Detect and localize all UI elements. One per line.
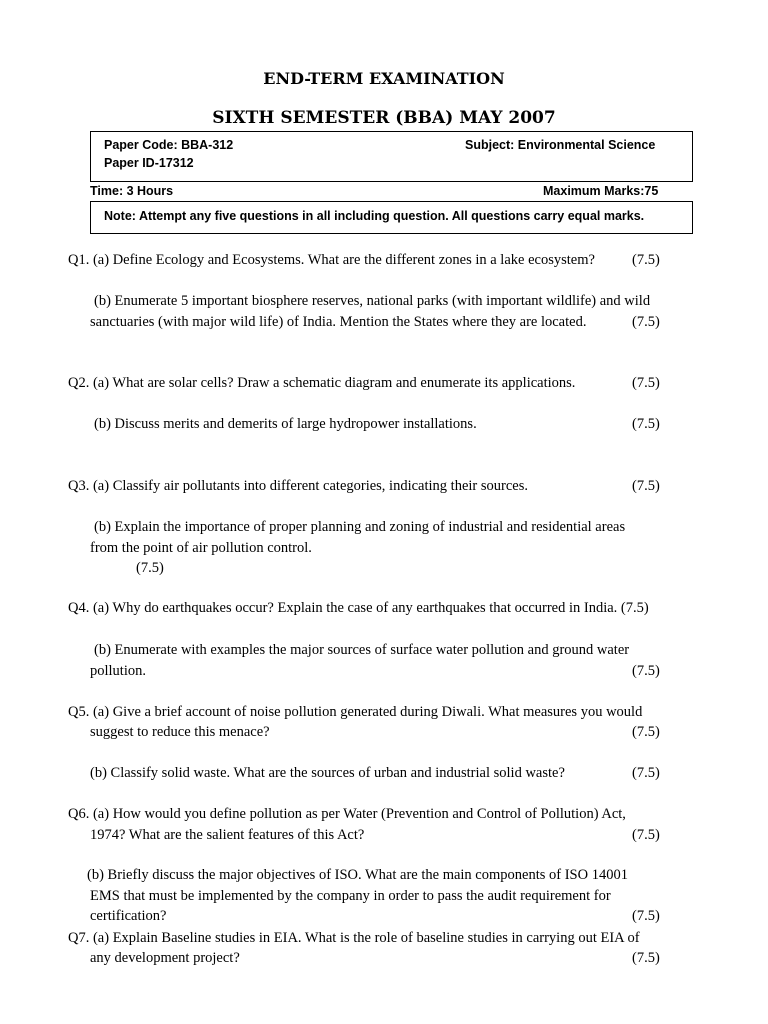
q6b-marks: (7.5) <box>632 908 660 924</box>
q5a-marks: (7.5) <box>632 724 660 740</box>
q1b-marks: (7.5) <box>632 314 660 330</box>
q6b-text-line1: (b) Briefly discuss the major objectives of ISO. What are the main components of ISO 14001 <box>87 867 628 883</box>
paper-info-box <box>90 131 693 182</box>
exam-title: END-TERM EXAMINATION <box>263 69 505 88</box>
q7a-text-line2: any development project? <box>90 950 240 966</box>
q4b-text-line2: pollution. <box>90 663 146 679</box>
q4b-marks: (7.5) <box>632 663 660 679</box>
maximum-marks: Maximum Marks:75 <box>543 184 659 198</box>
q5b-marks: (7.5) <box>632 765 660 781</box>
paper-code: Paper Code: BBA-312 <box>104 138 234 152</box>
q6b-text-line2: EMS that must be implemented by the company in order to pass the audit requirement for <box>90 888 611 904</box>
q2a-text: Q2. (a) What are solar cells? Draw a schematic diagram and enumerate its applications. <box>68 375 576 391</box>
q2b-text: (b) Discuss merits and demerits of large hydropower installations. <box>94 416 477 432</box>
q1a-text: Q1. (a) Define Ecology and Ecosystems. What are the different zones in a lake ecosystem? <box>68 252 595 268</box>
q1a-marks: (7.5) <box>632 252 660 268</box>
note-text: Note: Attempt any five questions in all including question. All questions carry equal marks. <box>104 209 645 223</box>
subject: Subject: Environmental Science <box>465 138 656 152</box>
q5a-text-line1: Q5. (a) Give a brief account of noise pollution generated during Diwali. What measures you would <box>68 704 643 720</box>
q5a-text-line2: suggest to reduce this menace? <box>90 724 270 740</box>
q1b-text-line1: (b) Enumerate 5 important biosphere reserves, national parks (with important wildlife) and wild <box>94 293 651 309</box>
q4a-text: Q4. (a) Why do earthquakes occur? Explain the case of any earthquakes that occurred in India. (7.5) <box>68 600 649 616</box>
paper-id: Paper ID-17312 <box>104 156 194 170</box>
q3a-text: Q3. (a) Classify air pollutants into different categories, indicating their sources. <box>68 478 528 494</box>
q2a-marks: (7.5) <box>632 375 660 391</box>
note-box <box>90 201 693 234</box>
time-allowed: Time: 3 Hours <box>90 184 174 198</box>
q3b-text-line2: from the point of air pollution control. <box>90 540 312 556</box>
q3b-text-line1: (b) Explain the importance of proper planning and zoning of industrial and residential areas <box>94 519 626 535</box>
q1b-text-line2: sanctuaries (with major wild life) of India. Mention the States where they are located. <box>90 314 587 330</box>
q3b-marks: (7.5) <box>136 560 164 576</box>
q6a-text-line2: 1974? What are the salient features of this Act? <box>90 827 365 843</box>
q4b-text-line1: (b) Enumerate with examples the major sources of surface water pollution and ground water <box>94 642 630 658</box>
q6a-marks: (7.5) <box>632 827 660 843</box>
q5b-text: (b) Classify solid waste. What are the sources of urban and industrial solid waste? <box>90 765 565 781</box>
q6b-text-line3: certification? <box>90 908 167 924</box>
q7a-text-line1: Q7. (a) Explain Baseline studies in EIA. What is the role of baseline studies in carrying out EIA of <box>68 930 640 946</box>
q6a-text-line1: Q6. (a) How would you define pollution as per Water (Prevention and Control of Pollution) Act, <box>68 806 626 822</box>
q7a-marks: (7.5) <box>632 950 660 966</box>
exam-subtitle: SIXTH SEMESTER (BBA) MAY 2007 <box>212 108 556 128</box>
q2b-marks: (7.5) <box>632 416 660 432</box>
q3a-marks: (7.5) <box>632 478 660 494</box>
